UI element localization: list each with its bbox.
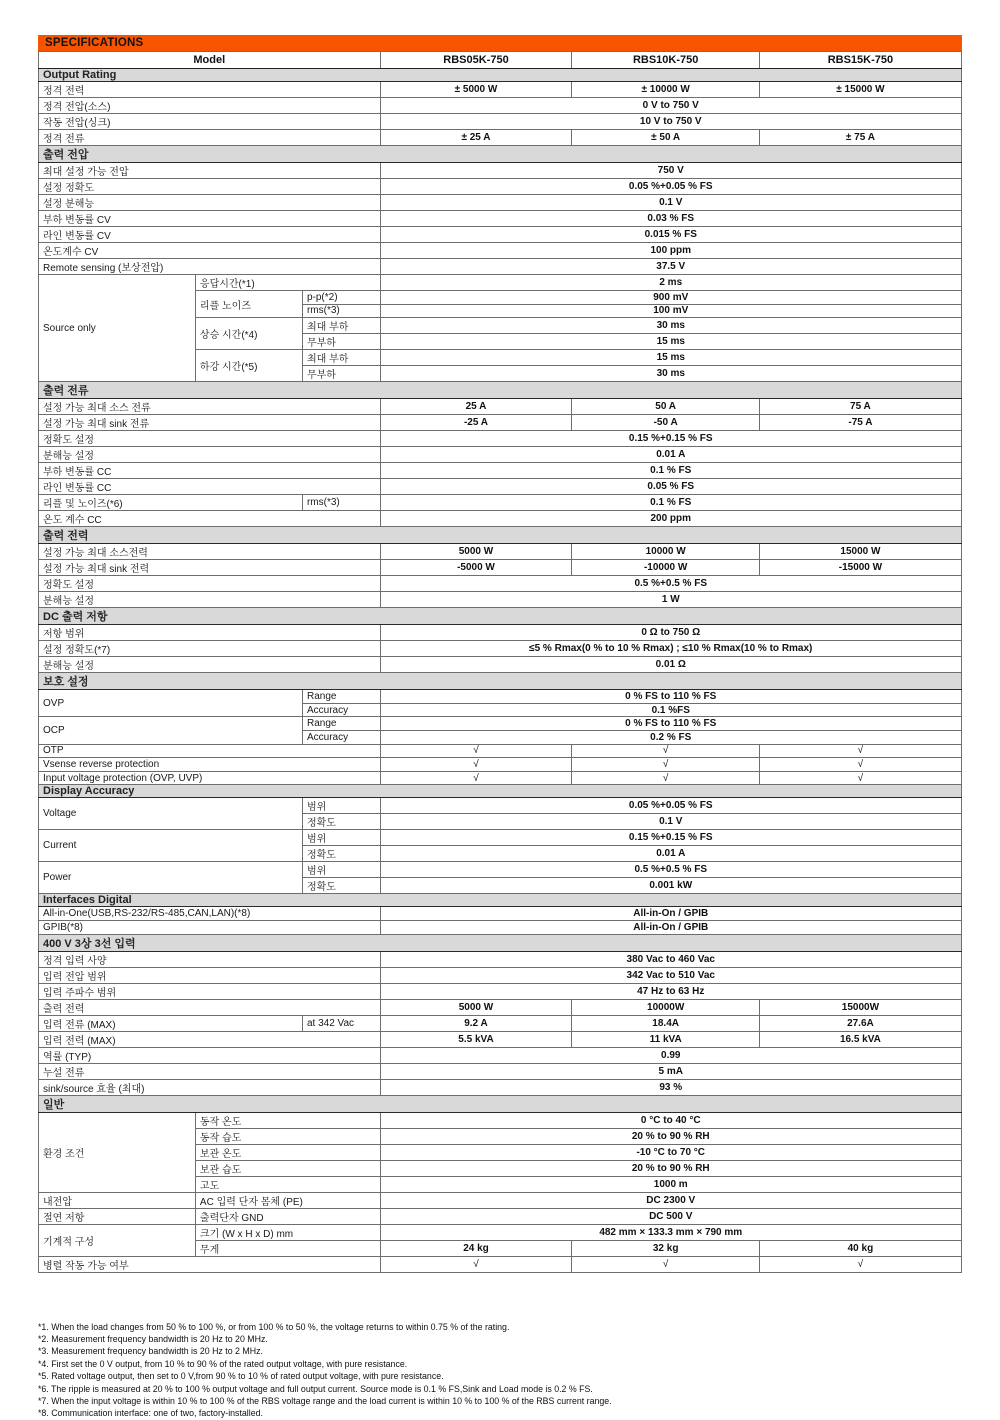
cell-value: 20 % to 90 % RH (380, 1160, 962, 1176)
cell-value: 0.1 % FS (380, 495, 962, 511)
row-label: 정확도 설정 (39, 431, 381, 447)
section-row (39, 608, 962, 625)
cell-value: 15000 W (759, 544, 961, 560)
cell-value: 32 kg (572, 1240, 759, 1256)
check-mark: √ (572, 1256, 759, 1272)
section-row (39, 934, 962, 951)
row-label: 작동 전압(싱크) (39, 114, 381, 130)
table-row (39, 130, 962, 146)
cell-value: 0.1 % FS (380, 463, 962, 479)
cell-value: DC 500 V (380, 1208, 962, 1224)
row-label: 부하 변동률 CV (39, 211, 381, 227)
check-mark: √ (572, 771, 759, 785)
row-sublabel: 응답시간(*1) (195, 275, 380, 291)
section-row (39, 382, 962, 399)
model-name: RBS15K-750 (759, 52, 961, 69)
table-row (39, 771, 962, 785)
footnote-line: *1. When the load changes from 50 % to 100 %, or from 100 % to 50 %, the voltage returns to within 0.75 % of the rating. (38, 1321, 510, 1332)
cell-value: 0.015 % FS (380, 227, 962, 243)
cell-value: 1 W (380, 592, 962, 608)
section-row (39, 894, 962, 907)
table-row (39, 243, 962, 259)
cell-value: All-in-On / GPIB (380, 907, 962, 921)
cell-value: 0.01 A (380, 846, 962, 862)
row-label: 입력 주파수 범위 (39, 983, 381, 999)
cell-value: 0.2 % FS (380, 730, 962, 744)
cell-value: 0.5 %+0.5 % FS (380, 862, 962, 878)
row-label: 분해능 설정 (39, 592, 381, 608)
table-row (39, 1192, 962, 1208)
row-sublabel: 정확도 (302, 814, 380, 830)
cell-value: -25 A (380, 415, 572, 431)
table-row (39, 1208, 962, 1224)
row-sublabel: 범위 (302, 830, 380, 846)
table-row (39, 641, 962, 657)
section-row (39, 785, 962, 798)
row-sublabel: 범위 (302, 862, 380, 878)
cell-value: 11 kVA (572, 1031, 759, 1047)
cell-value: 15 ms (380, 350, 962, 366)
table-row (39, 415, 962, 431)
check-mark: √ (380, 1256, 572, 1272)
table-row (39, 431, 962, 447)
row-sublabel: p-p(*2) (302, 291, 380, 305)
table-row (39, 758, 962, 772)
row-label: Source only (39, 275, 196, 382)
cell-value: 750 V (380, 163, 962, 179)
cell-value: DC 2300 V (380, 1192, 962, 1208)
row-label: 정확도 설정 (39, 576, 381, 592)
table-row (39, 920, 962, 934)
row-sublabel: 무게 (195, 1240, 380, 1256)
row-label: 정격 전력 (39, 82, 381, 98)
footnote-line: *4. First set the 0 V output, from 10 % to 90 % of the rated output voltage, with pure resistance. (38, 1358, 408, 1369)
row-label: 정격 전압(소스) (39, 98, 381, 114)
cell-value: 0.1 V (380, 814, 962, 830)
row-sublabel: Range (302, 690, 380, 704)
row-label: 설정 정확도 (39, 179, 381, 195)
row-sublabel: 무부하 (302, 366, 380, 382)
row-label: Current (39, 830, 303, 862)
table-row (39, 862, 962, 878)
row-sublabel: 보관 온도 (195, 1144, 380, 1160)
row-sublabel: 정확도 (302, 846, 380, 862)
table-row (39, 163, 962, 179)
table-row (39, 967, 962, 983)
row-sublabel: 상승 시간(*4) (195, 318, 302, 350)
section-title: DC 출력 저항 (39, 608, 962, 625)
cell-value: 0.01 A (380, 447, 962, 463)
footnote-line: *2. Measurement frequency bandwidth is 20 Hz to 20 MHz. (38, 1333, 268, 1344)
cell-value: 0.05 % FS (380, 479, 962, 495)
cell-value: 20 % to 90 % RH (380, 1128, 962, 1144)
cell-value: 15000W (759, 999, 961, 1015)
section-row (39, 1095, 962, 1112)
section-row (39, 673, 962, 690)
table-row (39, 211, 962, 227)
section-title: 400 V 3상 3선 입력 (39, 934, 962, 951)
check-mark: √ (759, 758, 961, 772)
cell-value: 0.001 kW (380, 878, 962, 894)
row-sublabel: 동작 온도 (195, 1112, 380, 1128)
table-row (39, 1224, 962, 1240)
row-label: sink/source 효율 (최대) (39, 1079, 381, 1095)
table-row (39, 463, 962, 479)
section-title: 출력 전류 (39, 382, 962, 399)
cell-value: 24 kg (380, 1240, 572, 1256)
table-row (39, 1047, 962, 1063)
table-row (39, 657, 962, 673)
table-row (39, 82, 962, 98)
cell-value: 0.05 %+0.05 % FS (380, 798, 962, 814)
section-title: Interfaces Digital (39, 894, 962, 907)
row-label: 분해능 설정 (39, 657, 381, 673)
cell-value: 0 % FS to 110 % FS (380, 717, 962, 731)
cell-value: ± 50 A (572, 130, 759, 146)
cell-value: 27.6A (759, 1015, 961, 1031)
row-label: 최대 설정 가능 전압 (39, 163, 381, 179)
row-sublabel: 보관 습도 (195, 1160, 380, 1176)
table-row (39, 592, 962, 608)
footnote-line: *7. When the input voltage is within 10 % to 100 % of the RBS voltage range and the load current is within 10 % to 100 % of the RBS current range. (38, 1395, 612, 1406)
cell-value: 50 A (572, 399, 759, 415)
row-label: 설정 분해능 (39, 195, 381, 211)
cell-value: -10000 W (572, 560, 759, 576)
row-sublabel: 무부하 (302, 334, 380, 350)
cell-value: 482 mm × 133.3 mm × 790 mm (380, 1224, 962, 1240)
row-label: 부하 변동률 CC (39, 463, 381, 479)
table-row (39, 179, 962, 195)
cell-value: 0.1 %FS (380, 703, 962, 717)
row-label: 입력 전류 (MAX) (39, 1015, 303, 1031)
table-row (39, 511, 962, 527)
row-label: 입력 전력 (MAX) (39, 1031, 381, 1047)
cell-value: 0.99 (380, 1047, 962, 1063)
section-title: 일반 (39, 1095, 962, 1112)
cell-value: 0.03 % FS (380, 211, 962, 227)
row-label: Input voltage protection (OVP, UVP) (39, 771, 381, 785)
cell-value: 37.5 V (380, 259, 962, 275)
table-row (39, 544, 962, 560)
cell-value: ± 10000 W (572, 82, 759, 98)
row-label: 누설 전류 (39, 1063, 381, 1079)
cell-value: -15000 W (759, 560, 961, 576)
row-sublabel: at 342 Vac (302, 1015, 380, 1031)
row-sublabel: rms(*3) (302, 495, 380, 511)
row-label: 병렬 작동 가능 여부 (39, 1256, 381, 1272)
cell-value: 0.15 %+0.15 % FS (380, 830, 962, 846)
check-mark: √ (759, 744, 961, 758)
cell-value: 0.15 %+0.15 % FS (380, 431, 962, 447)
row-sublabel: 리플 노이즈 (195, 291, 302, 318)
section-title: 출력 전력 (39, 527, 962, 544)
row-label: All-in-One(USB,RS-232/RS-485,CAN,LAN)(*8) (39, 907, 381, 921)
table-row (39, 744, 962, 758)
table-row (39, 495, 962, 511)
cell-value: 0.01 Ω (380, 657, 962, 673)
table-row (39, 447, 962, 463)
row-label: 라인 변동률 CV (39, 227, 381, 243)
table-row (39, 479, 962, 495)
cell-value: 5000 W (380, 999, 572, 1015)
check-mark: √ (380, 744, 572, 758)
row-label: 기계적 구성 (39, 1224, 196, 1256)
row-label: OCP (39, 717, 303, 744)
cell-value: 0 °C to 40 °C (380, 1112, 962, 1128)
footnote-line: *3. Measurement frequency bandwidth is 20 Hz to 2 MHz. (38, 1346, 263, 1357)
table-row (39, 1256, 962, 1272)
check-mark: √ (759, 771, 961, 785)
cell-value: 25 A (380, 399, 572, 415)
cell-value: 1000 m (380, 1176, 962, 1192)
row-sublabel: 동작 습도 (195, 1128, 380, 1144)
row-label: 역률 (TYP) (39, 1047, 381, 1063)
cell-value: -5000 W (380, 560, 572, 576)
table-row (39, 798, 962, 814)
row-label: 온도 계수 CC (39, 511, 381, 527)
section-title: 보호 설정 (39, 673, 962, 690)
row-label: 온도계수 CV (39, 243, 381, 259)
row-label: 입력 전압 범위 (39, 967, 381, 983)
cell-value: 100 mV (380, 304, 962, 318)
model-name: RBS10K-750 (572, 52, 759, 69)
table-row (39, 98, 962, 114)
row-label: 설정 가능 최대 sink 전류 (39, 415, 381, 431)
cell-value: 380 Vac to 460 Vac (380, 951, 962, 967)
row-label: 라인 변동률 CC (39, 479, 381, 495)
cell-value: ± 75 A (759, 130, 961, 146)
row-sublabel: 고도 (195, 1176, 380, 1192)
section-row (39, 527, 962, 544)
table-row (39, 999, 962, 1015)
specifications-title-bar: SPECIFICATIONS (38, 35, 962, 51)
specifications-table (38, 51, 962, 1273)
cell-value: 40 kg (759, 1240, 961, 1256)
cell-value: -75 A (759, 415, 961, 431)
table-row (39, 983, 962, 999)
cell-value: ± 15000 W (759, 82, 961, 98)
row-label: 저항 범위 (39, 625, 381, 641)
cell-value: 75 A (759, 399, 961, 415)
check-mark: √ (380, 771, 572, 785)
table-row (39, 1031, 962, 1047)
cell-value: 5000 W (380, 544, 572, 560)
cell-value: 200 ppm (380, 511, 962, 527)
footnote-line: *8. Communication interface: one of two, factory-installed. (38, 1408, 263, 1419)
cell-value: 0.05 %+0.05 % FS (380, 179, 962, 195)
row-sublabel: Accuracy (302, 730, 380, 744)
model-column-label: Model (39, 52, 381, 69)
check-mark: √ (759, 1256, 961, 1272)
table-row (39, 717, 962, 731)
table-row (39, 195, 962, 211)
cell-value: 15 ms (380, 334, 962, 350)
footnotes-block (38, 1321, 962, 1420)
row-label: 정격 입력 사양 (39, 951, 381, 967)
row-sublabel: 최대 부하 (302, 318, 380, 334)
row-label: Power (39, 862, 303, 894)
row-label: 설정 가능 최대 소스 전류 (39, 399, 381, 415)
table-row (39, 259, 962, 275)
cell-value: -50 A (572, 415, 759, 431)
row-label: 분해능 설정 (39, 447, 381, 463)
row-label: 설정 정확도(*7) (39, 641, 381, 657)
spec-table-body (39, 52, 962, 1273)
table-row (39, 690, 962, 704)
row-sublabel: 크기 (W x H x D) mm (195, 1224, 380, 1240)
cell-value: 10000 W (572, 544, 759, 560)
row-label: GPIB(*8) (39, 920, 381, 934)
table-row (39, 830, 962, 846)
cell-value: 100 ppm (380, 243, 962, 259)
row-label: 설정 가능 최대 소스전력 (39, 544, 381, 560)
row-label: OVP (39, 690, 303, 717)
section-row (39, 146, 962, 163)
cell-value: 9.2 A (380, 1015, 572, 1031)
row-label: 내전압 (39, 1192, 196, 1208)
row-sublabel: rms(*3) (302, 304, 380, 318)
table-row (39, 1063, 962, 1079)
cell-value: ± 25 A (380, 130, 572, 146)
table-row (39, 227, 962, 243)
row-label: 리플 및 노이즈(*6) (39, 495, 303, 511)
cell-value: 342 Vac to 510 Vac (380, 967, 962, 983)
cell-value: 0.5 %+0.5 % FS (380, 576, 962, 592)
row-label: 절연 저항 (39, 1208, 196, 1224)
cell-value: All-in-On / GPIB (380, 920, 962, 934)
table-row (39, 907, 962, 921)
check-mark: √ (572, 744, 759, 758)
cell-value: 30 ms (380, 366, 962, 382)
cell-value: 900 mV (380, 291, 962, 305)
cell-value: 0 % FS to 110 % FS (380, 690, 962, 704)
section-title: 출력 전압 (39, 146, 962, 163)
row-label: Remote sensing (보상전압) (39, 259, 381, 275)
cell-value: 5 mA (380, 1063, 962, 1079)
cell-value: 16.5 kVA (759, 1031, 961, 1047)
cell-value: -10 °C to 70 °C (380, 1144, 962, 1160)
footnote-line: *6. The ripple is measured at 20 % to 100 % output voltage and full output current. Source mode is 0.1 % FS,Sink and Load mode is 0.2 % FS. (38, 1383, 593, 1394)
cell-value: 0 V to 750 V (380, 98, 962, 114)
row-sublabel: 정확도 (302, 878, 380, 894)
row-sublabel: AC 입력 단자 몸체 (PE) (195, 1192, 380, 1208)
table-row (39, 114, 962, 130)
row-label: OTP (39, 744, 381, 758)
row-sublabel: 최대 부하 (302, 350, 380, 366)
cell-value: ≤5 % Rmax(0 % to 10 % Rmax) ; ≤10 % Rmax(10 % to Rmax) (380, 641, 962, 657)
section-title: Output Rating (39, 69, 962, 82)
row-sublabel: Accuracy (302, 703, 380, 717)
cell-value: ± 5000 W (380, 82, 572, 98)
row-label: 출력 전력 (39, 999, 381, 1015)
row-sublabel: 하강 시간(*5) (195, 350, 302, 382)
cell-value: 10000W (572, 999, 759, 1015)
row-label: Vsense reverse protection (39, 758, 381, 772)
table-row (39, 1079, 962, 1095)
row-label: Voltage (39, 798, 303, 830)
table-row (39, 1112, 962, 1128)
table-row (39, 399, 962, 415)
table-row (39, 275, 962, 291)
cell-value: 18.4A (572, 1015, 759, 1031)
row-sublabel: Range (302, 717, 380, 731)
cell-value: 47 Hz to 63 Hz (380, 983, 962, 999)
table-row (39, 1015, 962, 1031)
table-row (39, 625, 962, 641)
section-title: Display Accuracy (39, 785, 962, 798)
cell-value: 5.5 kVA (380, 1031, 572, 1047)
cell-value: 0 Ω to 750 Ω (380, 625, 962, 641)
row-sublabel: 출력단자 GND (195, 1208, 380, 1224)
row-sublabel: 범위 (302, 798, 380, 814)
row-label: 설정 가능 최대 sink 전력 (39, 560, 381, 576)
model-name: RBS05K-750 (380, 52, 572, 69)
cell-value: 10 V to 750 V (380, 114, 962, 130)
model-header-row (39, 52, 962, 69)
cell-value: 93 % (380, 1079, 962, 1095)
table-row (39, 560, 962, 576)
row-label: 환경 조건 (39, 1112, 196, 1192)
cell-value: 30 ms (380, 318, 962, 334)
check-mark: √ (572, 758, 759, 772)
table-row (39, 576, 962, 592)
check-mark: √ (380, 758, 572, 772)
cell-value: 0.1 V (380, 195, 962, 211)
section-row (39, 69, 962, 82)
row-label: 정격 전류 (39, 130, 381, 146)
table-row (39, 951, 962, 967)
footnote-line: *5. Rated voltage output, then set to 0 V,from 90 % to 10 % of rated output voltage, with pure resistance. (38, 1371, 444, 1382)
cell-value: 2 ms (380, 275, 962, 291)
